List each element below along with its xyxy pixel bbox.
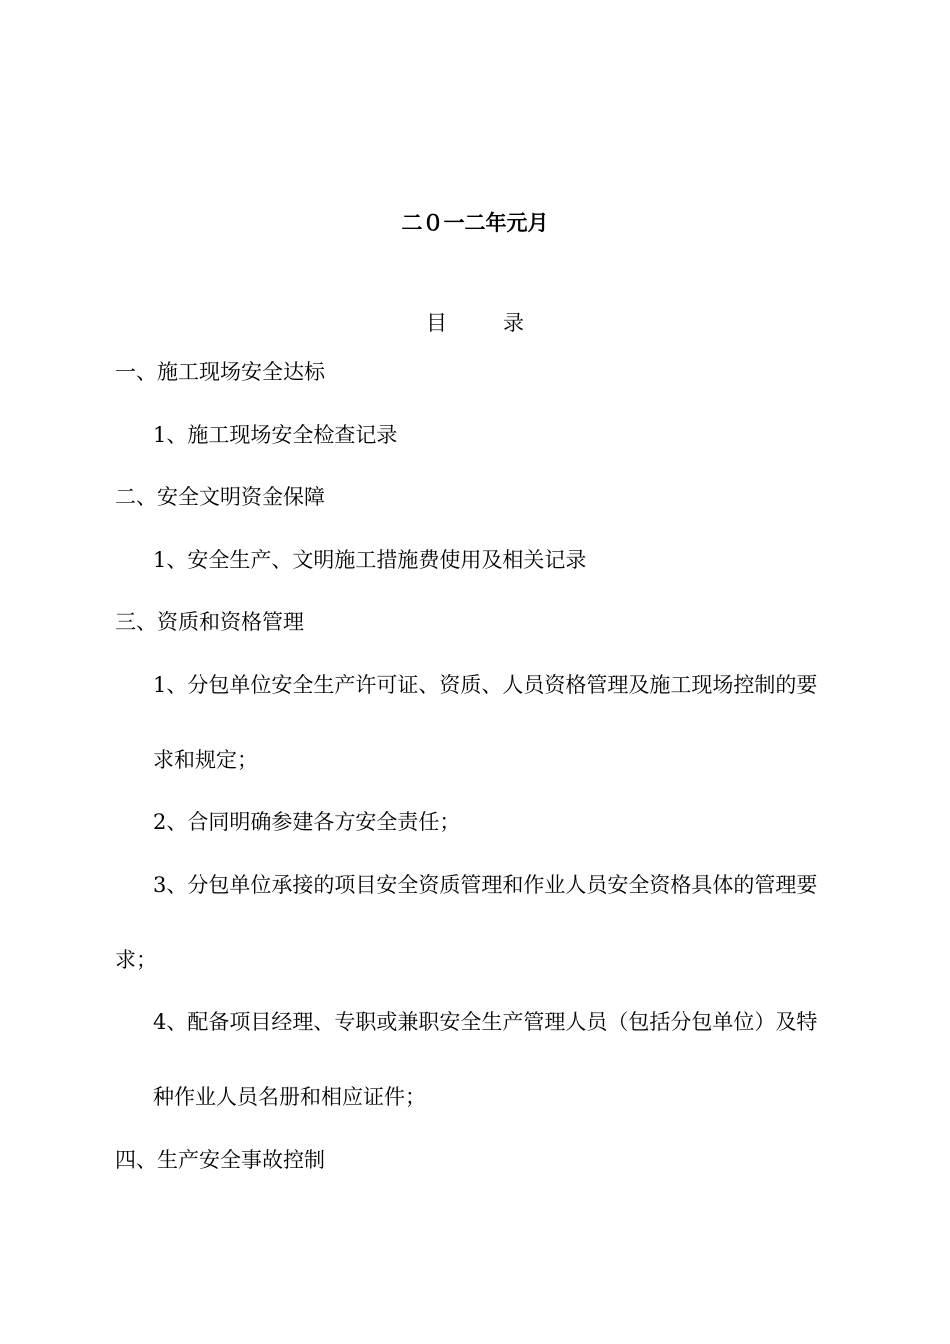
toc-section-4: 四、生产安全事故控制: [115, 1148, 325, 1172]
toc-item-3-4-continued: 种作业人员名册和相应证件；: [153, 1085, 426, 1109]
toc-item-3-1-continued: 求和规定；: [153, 748, 258, 772]
toc-title-char-1: 目: [426, 311, 447, 335]
toc-item-3-3: 3、分包单位承接的项目安全资质管理和作业人员安全资格具体的管理要: [153, 873, 818, 897]
toc-item-3-2: 2、合同明确参建各方安全责任；: [153, 810, 461, 834]
toc-title-char-2: 录: [503, 311, 524, 335]
toc-section-1: 一、施工现场安全达标: [115, 360, 325, 384]
toc-item-1-1: 1、施工现场安全检查记录: [153, 423, 398, 447]
toc-item-3-4: 4、配备项目经理、专职或兼职安全生产管理人员（包括分包单位）及特: [153, 1010, 818, 1034]
toc-section-3: 三、资质和资格管理: [115, 610, 304, 634]
toc-item-2-1: 1、安全生产、文明施工措施费使用及相关记录: [153, 548, 587, 572]
toc-section-2: 二、安全文明资金保障: [115, 485, 325, 509]
toc-title: [0, 308, 950, 338]
toc-item-3-3-continued: 求；: [115, 948, 157, 972]
date-heading: 二０一二年元月: [401, 211, 549, 235]
toc-item-3-1: 1、分包单位安全生产许可证、资质、人员资格管理及施工现场控制的要: [153, 673, 818, 697]
